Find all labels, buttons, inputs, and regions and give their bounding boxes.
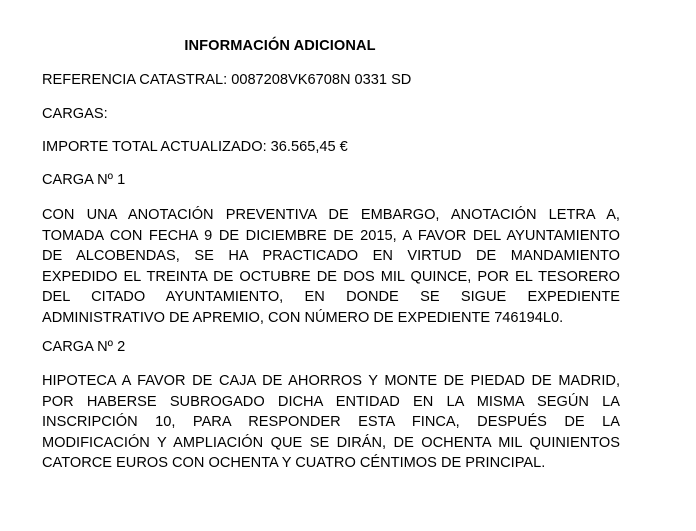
carga-2-line: CATORCE EUROS CON OCHENTA Y CUATRO CÉNTIMOS DE PRINCIPAL. [42, 455, 546, 471]
importe-total: IMPORTE TOTAL ACTUALIZADO: 36.565,45 € [42, 139, 348, 155]
carga-1-line: DEL CITADO AYUNTAMIENTO, EN DONDE SE SIGUE EXPEDIENTE [42, 289, 620, 305]
carga-1-heading: CARGA Nº 1 [42, 172, 126, 188]
carga-2-line: MODIFICACIÓN Y AMPLIACIÓN QUE SE DIRÁN, DE OCHENTA MIL QUINIENTOS [42, 434, 620, 451]
carga-1-line: TOMADA CON FECHA 9 DE DICIEMBRE DE 2015, A FAVOR DEL AYUNTAMIENTO [42, 227, 620, 244]
carga-1-line: CON UNA ANOTACIÓN PREVENTIVA DE EMBARGO, ANOTACIÓN LETRA A, [42, 207, 620, 223]
document-title: INFORMACIÓN ADICIONAL [184, 38, 376, 54]
carga-1-text [42, 205, 620, 328]
referencia-catastral: REFERENCIA CATASTRAL: 0087208VK6708N 0331 SD [42, 72, 412, 88]
carga-1-line: ADMINISTRATIVO DE APREMIO, CON NÚMERO DE EXPEDIENTE 746194L0. [42, 309, 564, 326]
carga-2-line: HIPOTECA A FAVOR DE CAJA DE AHORROS Y MONTE DE PIEDAD DE MADRID, [42, 373, 620, 389]
carga-1-line: EXPEDIDO EL TREINTA DE OCTUBRE DE DOS MIL QUINCE, POR EL TESORERO [42, 268, 620, 285]
carga-2-heading: CARGA Nº 2 [42, 339, 126, 355]
carga-2-line: INSCRIPCIÓN 10, PARA RESPONDER ESTA FINCA, DESPUÉS DE LA [42, 414, 620, 430]
carga-1-line: DE ALCOBENDAS, SE HA PRACTICADO EN VIRTUD DE MANDAMIENTO [42, 248, 620, 264]
carga-2-line: POR HABERSE SUBROGADO DICHA ENTIDAD EN LA MISMA SEGÚN LA [42, 393, 620, 410]
carga-2-text [42, 371, 620, 474]
cargas-label: CARGAS: [42, 106, 108, 122]
